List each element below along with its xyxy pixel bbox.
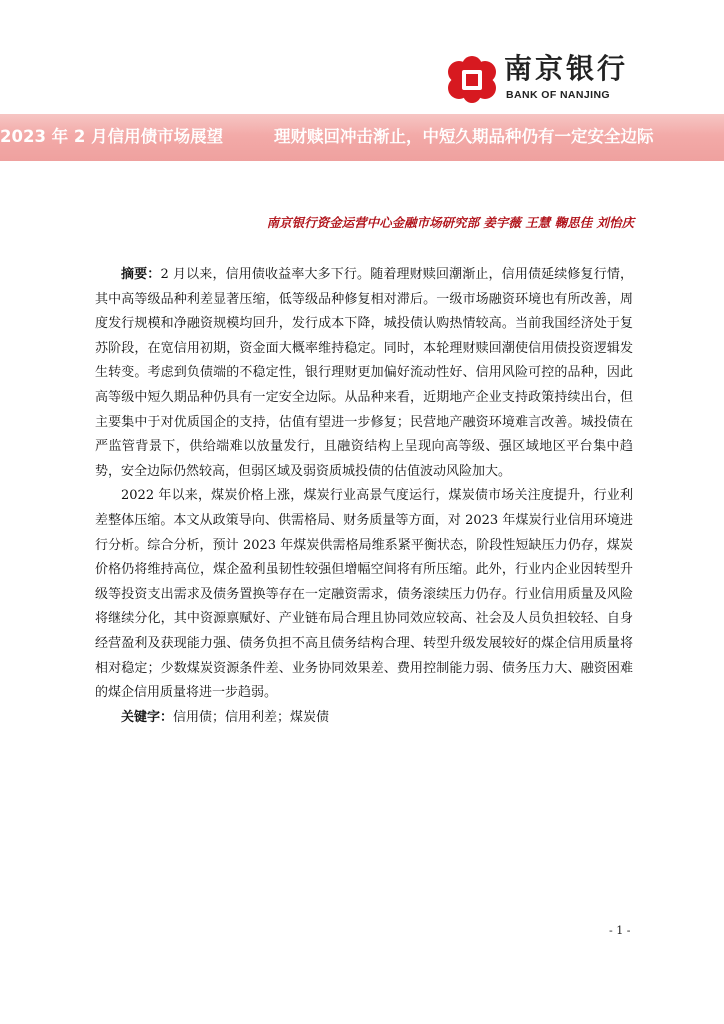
report-title: 2023 年 2 月信用债市场展望 xyxy=(0,127,224,146)
keywords-paragraph xyxy=(95,706,633,731)
logo-chinese-name: 南京银行 xyxy=(504,52,629,85)
keywords-label: 关键字： xyxy=(121,709,174,725)
author-line: 南京银行资金运营中心金融市场研究部 姜宇薇 王慧 鞠思佳 刘怡庆 xyxy=(266,215,634,230)
logo-english-name: BANK OF NANJING xyxy=(506,89,611,101)
summary-text: 2 月以来，信用债收益率大多下行。随着理财赎回潮渐止，信用债延续修复行情，其中高等级品种利差显著压缩，低等级品种修复相对滞后。一级市场融资环境也有所改善，周度发行规模和净融资规模均回升，发行成本下降，城投债认购热情较高。当前我国经济处于复苏阶段，在宽信用初期，资金面大概率维持稳定。同时，本轮理财赎回潮使信用债投资逻辑发生转变。考虑到负债端的不稳定性，银行理财更加偏好流动性好、信用风险可控的品种，因此高等级中短久期品种仍具有一定安全边际。从品种来看，近期地产企业支持政策持续出台，但主要集中于对优质国企的支持，估值有望进一步修复；民营地产融资环境难言改善。城投债在严监管背景下，供给端难以放量发行，且融资结构上呈现向高等级、强区域地区平台集中趋势，安全边际仍然较高，但弱区域及弱资质城投债的估值波动风险加大。 xyxy=(95,267,633,479)
title-banner xyxy=(0,114,724,161)
report-body xyxy=(95,263,633,730)
coal-industry-paragraph xyxy=(95,484,633,705)
summary-paragraph xyxy=(95,263,633,484)
summary-label: 摘要： xyxy=(121,267,161,282)
keywords-text: 信用债；信用利差；煤炭债 xyxy=(173,709,330,725)
page-number: - 1 - xyxy=(609,924,631,937)
report-subtitle: 理财赎回冲击渐止，中短久期品种仍有一定安全边际 xyxy=(274,127,654,146)
bank-of-nanjing-logo-icon xyxy=(444,54,500,104)
coal-industry-text: 2022 年以来，煤炭价格上涨，煤炭行业高景气度运行，煤炭债市场关注度提升，行业利差整体压缩。本文从政策导向、供需格局、财务质量等方面，对 2023 年煤炭行业信用环境进行分析。综合分析，预计 2023 年煤炭供需格局维系紧平衡状态，阶段性短缺压力仍存，煤炭价格仍将维持高位，煤企盈利虽韧性较强但增幅空间将有所压缩。此外，行业内企业因转型升级等投资支出需求及债务置换等存在一定融资需求，债务滚续压力仍存。行业信用质量及风险将继续分化，其中资源禀赋好、产业链布局合理且协同效应较高、社会及人员负担较轻、自身经营盈利及获现能力强、债务负担不高且债务结构合理、转型升级发展较好的煤企信用质量将相对稳定；少数煤炭资源条件差、业务协同效果差、费用控制能力弱、债务压力大、融资困难的煤企信用质量将进一步趋弱。 xyxy=(95,488,633,701)
bank-logo xyxy=(444,48,634,108)
